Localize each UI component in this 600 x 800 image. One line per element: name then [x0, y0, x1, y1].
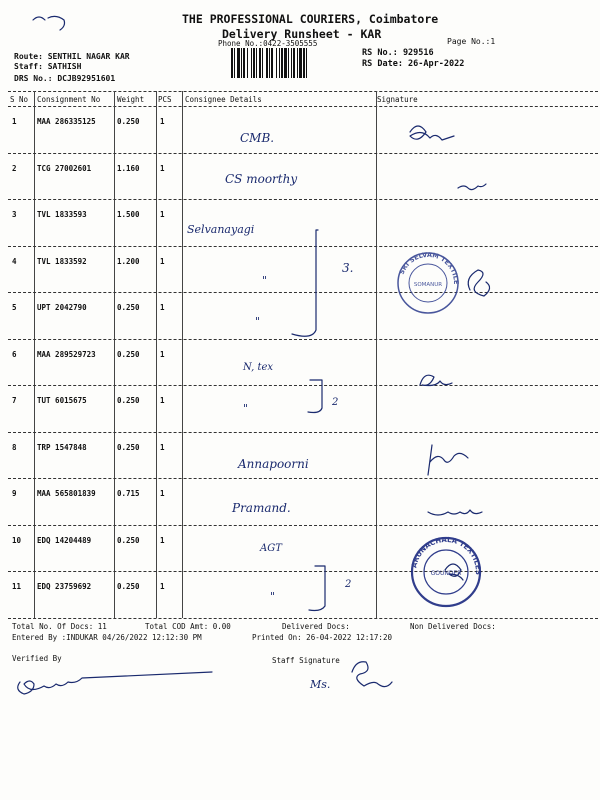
row-pcs: 1 — [160, 256, 165, 266]
staff-sig-text: Ms. — [310, 678, 331, 691]
company-title: THE PROFESSIONAL COURIERS, Coimbatore — [182, 12, 439, 26]
row-consignment: MAA 289529723 — [37, 349, 96, 359]
verified-by-label: Verified By — [12, 654, 62, 663]
staff-label: Staff: SATHISH — [14, 62, 82, 71]
row-pcs: 1 — [160, 163, 165, 173]
row-weight: 0.250 — [117, 535, 140, 545]
hw-row8: Annapoorni — [238, 457, 309, 471]
row-weight: 1.200 — [117, 256, 140, 266]
row-sno: 4 — [12, 256, 17, 266]
page-number: Page No.:1 — [447, 37, 496, 46]
row-weight: 0.250 — [117, 349, 140, 359]
row-consignment: UPT 2042790 — [37, 303, 87, 312]
hw-row2: CS moorthy — [225, 172, 298, 186]
hw-row5: " — [255, 315, 261, 328]
row-pcs: 1 — [160, 349, 165, 359]
delivered-docs: Delivered Docs: — [282, 622, 350, 631]
row-sno: 9 — [12, 489, 17, 498]
staff-signature — [352, 662, 392, 687]
col-weight: Weight — [117, 95, 145, 104]
hw-row4b: 3. — [342, 261, 354, 275]
row-sno: 7 — [12, 396, 17, 405]
row-sno: 5 — [12, 303, 17, 312]
row-sno: 11 — [12, 582, 22, 591]
total-cod: Total COD Amt: 0.00 — [145, 622, 231, 631]
staff-signature-label: Staff Signature — [272, 656, 340, 665]
hw-row3: Selvanayagi — [187, 223, 255, 236]
printed-on: Printed On: 26-04-2022 12:17:20 — [252, 633, 392, 642]
col-signature: Signature — [377, 95, 418, 104]
hw-row10: AGT — [260, 543, 282, 554]
row-pcs: 1 — [160, 117, 165, 126]
row-sno: 6 — [12, 349, 17, 359]
signature-row2 — [458, 184, 486, 190]
hw-row7b: 2 — [332, 397, 339, 408]
stamp1-sub: SOMANUR — [413, 282, 443, 288]
row-consignment: TVL 1833593 — [37, 210, 87, 219]
hw-row9: Pramand. — [232, 501, 291, 515]
row-weight: 0.250 — [117, 396, 140, 405]
stamp-sri-selvam — [398, 251, 460, 313]
row-weight: 0.250 — [117, 582, 140, 591]
signature-row1 — [410, 126, 454, 140]
row-sno: 3 — [12, 210, 17, 219]
hw-row7a: " — [243, 402, 249, 415]
row-weight: 0.250 — [117, 117, 140, 126]
row-weight: 0.250 — [117, 303, 140, 312]
row-weight: 1.500 — [117, 210, 140, 219]
verified-signature — [18, 672, 212, 694]
rs-number: RS No.: 929516 — [362, 48, 434, 58]
stamp2-sub: GOUNDER — [430, 570, 462, 577]
hw-row4a: " — [262, 274, 268, 287]
row-consignment: TUT 6015675 — [37, 396, 87, 405]
stamp1-text: SRI SELVAM TEXTILE — [397, 250, 461, 285]
col-consignee: Consignee Details — [185, 95, 262, 104]
row-pcs: 1 — [160, 535, 165, 545]
row-consignment: MAA 286335125 — [37, 117, 96, 126]
signature-row9 — [428, 510, 482, 515]
row-pcs: 1 — [160, 210, 165, 219]
phone-number: Phone No.:0422-3505555 — [218, 39, 318, 48]
non-delivered-docs: Non Delivered Docs: — [410, 622, 496, 631]
row-weight: 0.715 — [117, 489, 140, 498]
col-sno: S No — [10, 95, 29, 104]
row-pcs: 1 — [160, 582, 165, 591]
row-consignment: TCG 27002601 — [37, 163, 92, 173]
signature-row8 — [428, 445, 468, 475]
row-consignment: TRP 1547848 — [37, 442, 87, 452]
rs-date: RS Date: 26-Apr-2022 — [362, 59, 465, 69]
row-pcs: 1 — [160, 442, 165, 452]
hw-row11a: " — [270, 590, 276, 603]
hw-row11b: 2 — [345, 579, 352, 590]
stamp2-text: ARUNACHALA TEXTILES — [410, 535, 483, 575]
signature-row7 — [420, 375, 452, 385]
row-sno: 10 — [12, 535, 22, 545]
row-sno: 1 — [12, 117, 17, 126]
row-consignment: MAA 565801839 — [37, 489, 96, 498]
drs-number: DRS No.: DCJB92951601 — [14, 74, 116, 83]
svg-text:SRI SELVAM TEXTILE — [398, 251, 460, 285]
col-consignment: Consignment No — [37, 95, 101, 104]
row-weight: 1.160 — [117, 163, 140, 173]
hw-row6: N, tex — [243, 362, 274, 373]
signature-row3-4 — [468, 270, 489, 296]
stamp-arunachala — [410, 536, 482, 606]
col-pcs: PCS — [158, 95, 172, 104]
hw-row1: CMB. — [240, 131, 275, 145]
route-label: Route: SENTHIL NAGAR KAR — [14, 52, 130, 61]
total-docs: Total No. Of Docs: 11 — [12, 622, 107, 631]
row-weight: 0.250 — [117, 442, 140, 452]
row-consignment: TVL 1833592 — [37, 256, 87, 266]
row-consignment: EDQ 14204489 — [37, 535, 92, 545]
runsheet-title: Delivery Runsheet - KAR — [222, 27, 382, 41]
row-pcs: 1 — [160, 489, 165, 498]
entered-by: Entered By :INDUKAR 04/26/2022 12:12:30 PM — [12, 633, 202, 642]
row-pcs: 1 — [160, 396, 165, 405]
row-pcs: 1 — [160, 303, 165, 312]
row-consignment: EDQ 23759692 — [37, 582, 92, 591]
row-sno: 8 — [12, 442, 17, 452]
row-sno: 2 — [12, 163, 17, 173]
